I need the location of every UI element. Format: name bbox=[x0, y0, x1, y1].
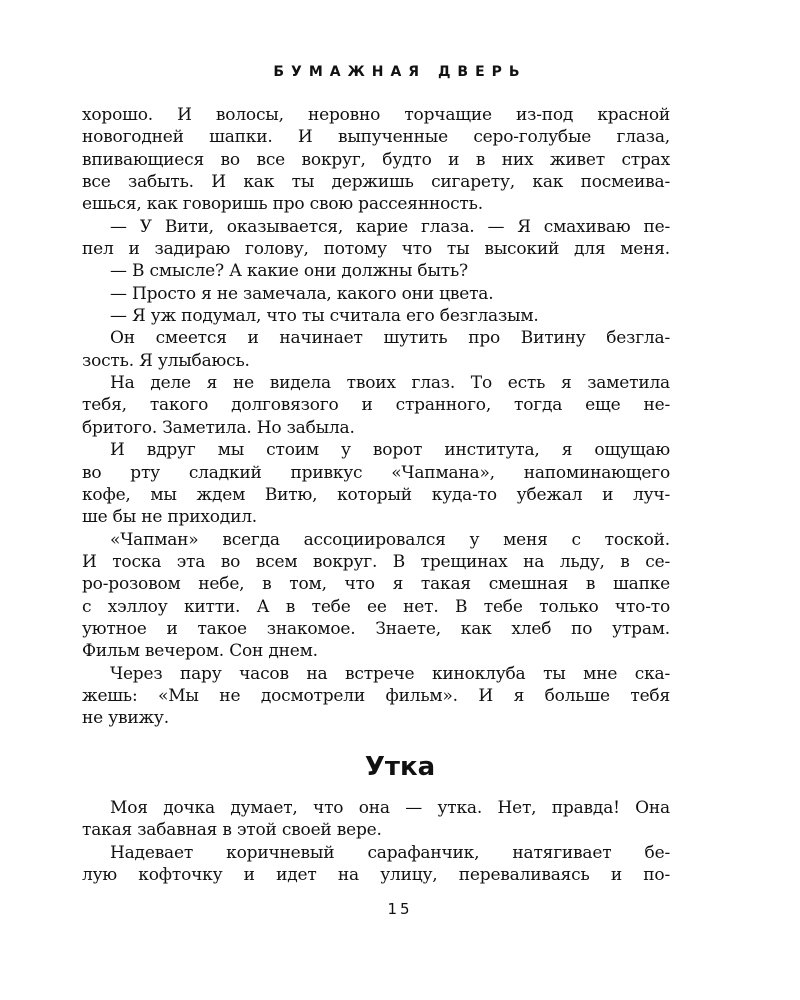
text-line: с хэллоу китти. А в тебе ее нет. В тебе только что-то bbox=[82, 596, 670, 617]
text-line: ро-розовом небе, в том, что я такая смешная в шапке bbox=[82, 574, 670, 595]
running-header: БУМАЖНАЯ ДВЕРЬ bbox=[273, 64, 527, 80]
text-line: Через пару часов на встрече киноклуба ты мне ска- bbox=[110, 663, 670, 684]
text-line: во рту сладкий привкус «Чапмана», напоминающего bbox=[82, 462, 670, 483]
text-line: — В смысле? А какие они должны быть? bbox=[110, 261, 468, 282]
text-line: такая забавная в этой своей вере. bbox=[82, 820, 382, 841]
section-body-text bbox=[82, 797, 670, 886]
text-line: жешь: «Мы не досмотрели фильм». И я больше тебя bbox=[82, 685, 670, 706]
section-title: Утка bbox=[364, 752, 436, 782]
text-line: — Просто я не замечала, какого они цвета. bbox=[110, 283, 494, 304]
text-line: уютное и такое знакомое. Знаете, как хлеб по утрам. bbox=[82, 618, 670, 639]
text-line: — У Вити, оказывается, карие глаза. — Я смахиваю пе- bbox=[110, 216, 670, 237]
text-line: ше бы не приходил. bbox=[82, 507, 257, 528]
text-line: И вдруг мы стоим у ворот института, я ощущаю bbox=[110, 440, 670, 461]
text-line: кофе, мы ждем Витю, который куда-то убежал и луч- bbox=[82, 484, 670, 505]
text-line: лую кофточку и идет на улицу, переваливаясь и по- bbox=[82, 865, 670, 886]
text-line: не увижу. bbox=[82, 708, 169, 729]
text-line: все забыть. И как ты держишь сигарету, как посмеива- bbox=[82, 172, 670, 193]
text-line: впивающиеся во все вокруг, будто и в них живет страх bbox=[82, 149, 670, 170]
text-line: «Чапман» всегда ассоциировался у меня с тоской. bbox=[110, 529, 670, 550]
body-text bbox=[82, 104, 670, 730]
text-line: Он смеется и начинает шутить про Витину безгла- bbox=[110, 328, 670, 349]
text-line: новогодней шапки. И выпученные серо-голубые глаза, bbox=[82, 127, 670, 148]
text-line: зость. Я улыбаюсь. bbox=[82, 350, 250, 371]
text-line: ешься, как говоришь про свою рассеянность. bbox=[82, 194, 483, 215]
text-line: Моя дочка думает, что она — утка. Нет, правда! Она bbox=[110, 798, 670, 818]
text-line: И тоска эта во всем вокруг. В трещинах на льду, в се- bbox=[82, 551, 670, 572]
page-number: 15 bbox=[387, 900, 413, 918]
text-line: — Я уж подумал, что ты считала его безглазым. bbox=[110, 306, 539, 327]
text-line: бритого. Заметила. Но забыла. bbox=[82, 417, 355, 438]
text-line: пел и задираю голову, потому что ты высокий для меня. bbox=[82, 239, 670, 260]
text-line: тебя, такого долговязого и странного, тогда еще не- bbox=[82, 395, 670, 416]
text-line: хорошо. И волосы, неровно торчащие из-под красной bbox=[82, 105, 670, 125]
text-line: Фильм вечером. Сон днем. bbox=[82, 641, 318, 662]
text-line: Надевает коричневый сарафанчик, натягивает бе- bbox=[110, 842, 670, 863]
text-line: На деле я не видела твоих глаз. То есть я заметила bbox=[110, 373, 670, 394]
